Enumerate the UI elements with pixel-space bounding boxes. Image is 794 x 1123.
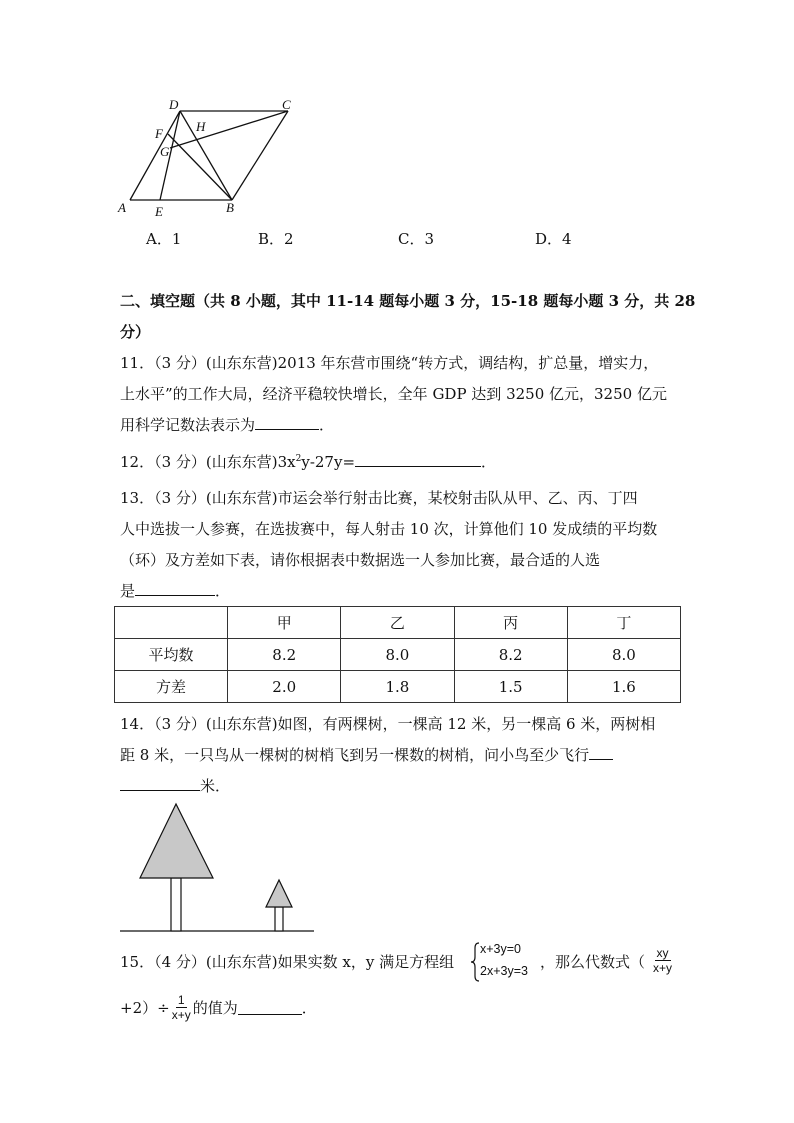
tall-tree [140, 804, 213, 931]
q13-text: 是 [120, 582, 136, 600]
table-cell: 8.2 [228, 639, 341, 671]
table-header-cell: 丙 [454, 607, 567, 639]
q14-answer-blank-part1[interactable] [589, 745, 613, 760]
q13-answer-blank[interactable] [135, 581, 215, 596]
q15-frac1-numerator: xy [656, 946, 669, 960]
q15-fraction-1 [651, 946, 674, 975]
choice-c[interactable]: C．3 [398, 230, 435, 248]
choice-d[interactable]: D．4 [535, 230, 572, 248]
section-heading: 二、填空题（共 8 小题，其中 11-14 题每小题 3 分，15-18 题每小题 3 分，共 28 [120, 292, 696, 310]
q15-mid: ，那么代数式（ [540, 953, 646, 971]
q15-frac2-numerator: 1 [177, 993, 185, 1007]
q11-end: ． [319, 416, 335, 434]
q13-line1: 13．（3 分）(山东东营)市运会举行射击比赛，某校射击队从甲、乙、丙、丁四 [120, 489, 638, 507]
equation-system [470, 942, 542, 982]
q14-text: 距 8 米，一只鸟从一棵树的树梢飞到另一棵数的树梢，问小鸟至少飞行 [120, 746, 590, 764]
tall-tree-trunk [171, 878, 181, 931]
q11-line2: 上水平”的工作大局，经济平稳较快增长，全年 GDP 达到 3250 亿元，3250 亿元 [120, 385, 667, 403]
label-c: C [282, 97, 291, 112]
label-d: D [169, 97, 179, 112]
label-e: E [155, 204, 163, 219]
table-cell: 8.0 [341, 639, 454, 671]
q11-text: 用科学记数法表示为 [120, 416, 256, 434]
table-cell: 1.8 [341, 671, 454, 703]
q12-prefix: 12．（3 分）(山东东营)3x [120, 453, 296, 471]
q15-frac2-denominator: x+y [171, 1008, 191, 1022]
q12-line [120, 451, 496, 472]
left-brace-icon [470, 942, 480, 982]
equation-2: 2x+3y=3 [480, 964, 528, 978]
table-cell: 方差 [115, 671, 228, 703]
q12-exponent: 2 [295, 454, 302, 464]
short-tree-crown [266, 880, 292, 907]
q14-answer-blank-part2[interactable] [120, 776, 200, 791]
q11-answer-blank[interactable] [255, 415, 319, 430]
q15-line2-suffix: 的值为 [192, 999, 238, 1017]
label-b: B [226, 200, 234, 215]
q12-end: ． [481, 453, 497, 471]
table-header-row [115, 607, 681, 639]
choice-b[interactable]: B．2 [258, 230, 294, 248]
table-header-cell: 乙 [341, 607, 454, 639]
table-row [115, 639, 681, 671]
tall-tree-crown [140, 804, 213, 878]
q11-line1: 11．（3 分）(山东东营)2013 年东营市围绕“转方式，调结构，扩总量，增实力， [120, 354, 659, 372]
q13-end: ． [215, 582, 231, 600]
q13-line2: 人中选拔一人参赛，在选拔赛中，每人射击 10 次，计算他们 10 发成绩的平均数 [120, 520, 658, 538]
section-heading-cont: 分） [120, 323, 151, 341]
parallelogram-figure [112, 96, 312, 222]
segment-db [180, 111, 232, 200]
trees-figure [118, 800, 318, 936]
label-f: F [155, 126, 163, 141]
table-cell: 8.2 [454, 639, 567, 671]
label-a: A [118, 200, 126, 215]
table-header-cell: 丁 [567, 607, 680, 639]
q15-answer-blank[interactable] [238, 1000, 302, 1015]
q13-line3: （环）及方差如下表，请你根据表中数据选一人参加比赛，最合适的人选 [120, 551, 601, 569]
table-row [115, 671, 681, 703]
segment-da [130, 111, 180, 200]
segment-bc [232, 111, 288, 200]
q14-line1: 14．（3 分）(山东东营)如图，有两棵树，一棵高 12 米，另一棵高 6 米，两树相 [120, 715, 656, 733]
choice-a[interactable]: A．1 [146, 230, 182, 248]
equation-1: x+3y=0 [480, 942, 522, 956]
q12-answer-blank[interactable] [355, 452, 481, 467]
q11-line3 [120, 414, 334, 435]
table-header-cell: 甲 [228, 607, 341, 639]
table-cell: 平均数 [115, 639, 228, 671]
q14-line3 [120, 775, 230, 796]
q15-fraction-2 [170, 993, 193, 1022]
table-cell: 8.0 [567, 639, 680, 671]
label-h: H [196, 119, 206, 134]
short-tree [266, 880, 292, 931]
short-tree-trunk [275, 907, 283, 931]
q13-line4 [120, 580, 230, 601]
q15-line2 [120, 993, 317, 1022]
table-header-cell [115, 607, 228, 639]
q15-frac1-denominator: x+y [653, 961, 673, 975]
q14-end: 米． [200, 777, 231, 795]
table-cell: 1.6 [567, 671, 680, 703]
segment-fb [168, 134, 232, 200]
q15-line2-prefix: +2）÷ [120, 999, 170, 1017]
q12-rest: y-27y= [301, 453, 356, 471]
q15-prefix: 15．（4 分）(山东东营)如果实数 x，y 满足方程组 [120, 953, 455, 971]
score-table [114, 606, 681, 703]
label-g: G [160, 144, 170, 159]
segment-gc [170, 111, 288, 148]
table-cell: 2.0 [228, 671, 341, 703]
q15-end: ． [301, 999, 317, 1017]
q14-line2 [120, 744, 613, 765]
table-cell: 1.5 [454, 671, 567, 703]
